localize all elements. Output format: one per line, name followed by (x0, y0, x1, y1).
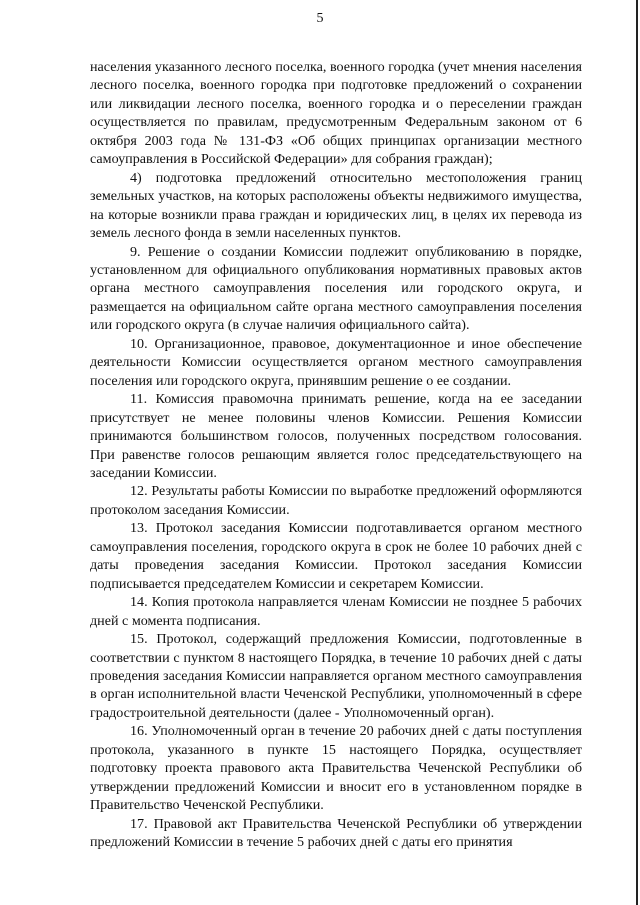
paragraph-14: 14. Копия протокола направляется членам Комиссии не позднее 5 рабочих дней с момента подписания. (90, 594, 582, 629)
document-body (90, 58, 582, 851)
page-number: 5 (316, 11, 324, 26)
paragraph-15: 15. Протокол, содержащий предложения Комиссии, подготовленные в соответствии с пунктом 8 настоящего Порядка, в течение 10 рабочих дней с даты проведения заседания Комиссии направляется органом местного самоуправления в орган исполнительной власти Чеченской Республики, уполномоченный в сфере градостроительной деятельности (далее - Уполномоченный орган). (90, 631, 582, 721)
paragraph-11: 11. Комиссия правомочна принимать решение, когда на ее заседании присутствует не менее половины членов Комиссии. Решения Комиссии принимаются большинством голосов, полученных посредством голосования. При равенстве голосов решающим является голос председательствующего на заседании Комиссии. (90, 391, 582, 481)
paragraph-10: 10. Организационное, правовое, документационное и иное обеспечение деятельности Комиссии осуществляется органом местного самоуправления поселения или городского округа, принявшим решение о ее создании. (90, 335, 582, 389)
paragraph-13: 13. Протокол заседания Комиссии подготавливается органом местного самоуправления поселения, городского округа в срок не более 10 рабочих дней с даты проведения заседания Комиссии. Протокол заседания Комиссии подписывается председателем Комиссии и секретарем Комиссии. (90, 520, 582, 592)
paragraph-9: 9. Решение о создании Комиссии подлежит опубликованию в порядке, установленном для официального опубликования нормативных правовых актов органа местного самоуправления поселения или городского округа, и размещается на официальном сайте органа местного самоуправления поселения или городского округа (в случае наличия официального сайта). (90, 243, 582, 334)
scan-edge-line (636, 0, 638, 905)
paragraph-17: 17. Правовой акт Правительства Чеченской Республики об утверждении предложений Комиссии в течение 5 рабочих дней с даты его принятия (90, 815, 582, 851)
paragraph-continuation: населения указанного лесного поселка, военного городка (учет мнения населения лесного поселка, военного городка при подготовке предложений о сохранении или ликвидации лесного поселка, военного городка и о переселении граждан осуществляется по правилам, предусмотренным Федеральным законом от 6 октября 2003 года № 131-ФЗ «Об общих принципах организации местного самоуправления в Российской Федерации» для собрания граждан); (90, 59, 582, 168)
paragraph-item-4: 4) подготовка предложений относительно местоположения границ земельных участков, на которых расположены объекты недвижимого имущества, на которые возникли права граждан и юридических лиц, в целях их перевода из земель лесного фонда в земли населенных пунктов. (90, 169, 582, 242)
paragraph-12: 12. Результаты работы Комиссии по выработке предложений оформляются протоколом заседания Комиссии. (90, 483, 582, 518)
paragraph-16: 16. Уполномоченный орган в течение 20 рабочих дней с даты поступления протокола, указанного в пункте 15 настоящего Порядка, осуществляет подготовку проекта правового акта Правительства Чеченской Республики об утверждении предложений Комиссии и вносит его в установленном порядке в Правительство Чеченской Республики. (90, 723, 582, 814)
